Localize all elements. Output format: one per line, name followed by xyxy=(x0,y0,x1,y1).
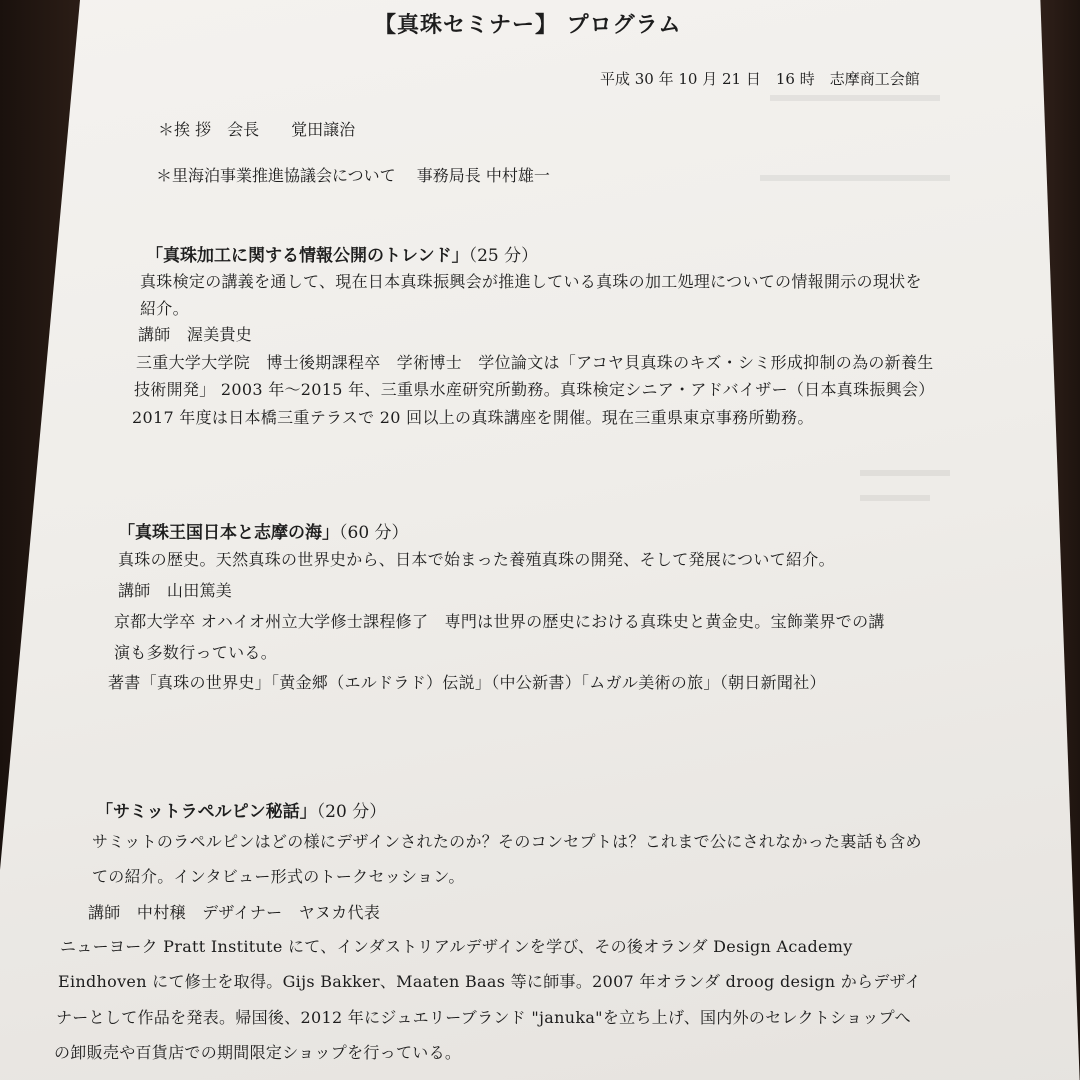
session-text-line: 紹介。 xyxy=(140,299,189,318)
session-duration: （20 分） xyxy=(316,802,387,822)
greeting-item: ＊挨 拶 会長 覚田譲治 xyxy=(158,120,356,139)
session-text-line: 2017 年度は日本橋三重テラスで 20 回以上の真珠講座を開催。現在三重県東京事務所勤務。 xyxy=(132,408,814,427)
session-text-line: Eindhoven にて修士を取得。Gijs Bakker、Maaten Baas 等に師事。2007 年オランダ droog design からデザイ xyxy=(58,972,922,991)
session-text-line: ての紹介。インタビュー形式のトークセッション。 xyxy=(92,867,465,886)
session-text-line: ナーとして作品を発表。帰国後、2012 年にジュエリーブランド "januka"を立ち上げ、国内外のセレクトショップへ xyxy=(56,1008,911,1027)
session-text-line: 著書「真珠の世界史」「黄金郷（エルドラド）伝説」（中公新書）「ムガル美術の旅」（朝日新聞社） xyxy=(108,673,826,692)
show-through-mark xyxy=(770,95,940,101)
session-title: 「サミットラペルピン秘話」 xyxy=(96,802,317,822)
session-title: 「真珠王国日本と志摩の海」 xyxy=(118,523,339,543)
page-title: 【真珠セミナー】 プログラム xyxy=(374,12,682,38)
greeting-item: ＊里海泊事業推進協議会について 事務局長 中村雄一 xyxy=(156,166,550,185)
show-through-mark xyxy=(860,470,950,476)
session-text-line: 技術開発」 2003 年～2015 年、三重県水産研究所勤務。真珠検定シニア・アドバイザー（日本真珠振興会） xyxy=(134,380,935,399)
session-heading xyxy=(96,797,386,822)
session-title: 「真珠加工に関する情報公開のトレンド」 xyxy=(146,246,469,266)
session-text-line: 真珠の歴史。天然真珠の世界史から、日本で始まった養殖真珠の開発、そして発展について紹介。 xyxy=(118,550,835,569)
session-heading xyxy=(146,241,538,266)
session-text-line: の卸販売や百貨店での期間限定ショップを行っている。 xyxy=(54,1043,462,1062)
session-text-line: 三重大学大学院 博士後期課程卒 学術博士 学位論文は「アコヤ貝真珠のキズ・シミ形成抑制の為の新養生 xyxy=(136,353,934,372)
session-lecturer: 講師 渥美貴史 xyxy=(138,325,253,344)
session-text-line: 真珠検定の講義を通して、現在日本真珠振興会が推進している真珠の加工処理についての情報開示の現状を xyxy=(140,272,922,291)
date-venue: 平成 30 年 10 月 21 日 16 時 志摩商工会館 xyxy=(600,70,920,88)
session-text-line: サミットのラペルピンはどの様にデザインされたのか？そのコンセプトは？これまで公にされなかった裏話も含め xyxy=(92,832,922,851)
session-duration: （60 分） xyxy=(339,523,409,543)
session-lecturer: 講師 山田篤美 xyxy=(118,581,233,600)
session-duration: （25 分） xyxy=(468,246,539,266)
session-heading xyxy=(118,518,409,543)
show-through-mark xyxy=(860,495,930,501)
session-text-line: 京都大学卒 オハイオ州立大学修士課程修了 専門は世界の歴史における真珠史と黄金史。宝飾業界での講 xyxy=(114,612,885,631)
session-text-line: ニューヨーク Pratt Institute にて、インダストリアルデザインを学び、その後オランダ Design Academy xyxy=(60,937,853,956)
session-lecturer: 講師 中村穣 デザイナー ヤヌカ代表 xyxy=(88,903,381,922)
session-text-line: 演も多数行っている。 xyxy=(114,643,278,662)
show-through-mark xyxy=(760,175,950,181)
